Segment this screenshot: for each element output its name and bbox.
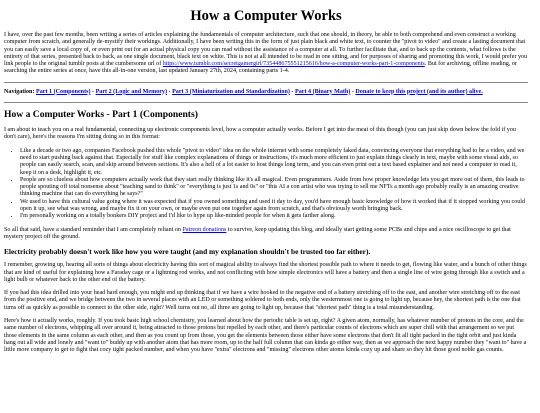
- patreon-paragraph: [4, 227, 528, 242]
- tumblr-link[interactable]: https://www.tumblr.com/secretgamergirl/735448675551215616/how-a-computer-works-part-1-components: [162, 61, 425, 68]
- body-paragraph: If you had this idea drilled into your head hard enough, you might end up thinking that if we have a wire hooked to the negative end of a battery stretching off to the east, and another wire stretching off to the east from the positive end, and we bridge between the two in several places with an LED or something soldered to both ends, only the westernmost one is going to light up, because hey, the shortest path is the one that turns off as quickly as possible to connect to the other side, right? Well turns out no, all three are going to light up, because that "shortest path" thing is a total misunderstanding.: [4, 290, 521, 311]
- intro-text: I have, over the past few months, been writing a series of articles explaining the fundamentals of computer architecture, such that one should, in theory, be able to both comprehend and even construct a working computer from scratch, and generally de-mystify their workings. Additionally, I have been writing this in the form of just plain black and white text, to counter the "pivot to video" and create a lasting document that you can easily save a local copy of, or even print out for an actual physical copy you can read without the assistance of a computer at all. To further facilitate that, and to back up the contents, what follows is the entirety of that series, presented back to back, as one single document, black text on white. This is not at all intended to be read in one sitting, and for purposes of sharing and promoting this work, I would prefer you link people to the original tumblr posts at the cumbersome url of: [4, 32, 528, 68]
- nav-separator: -: [350, 88, 356, 95]
- list-item: • I'm personally working on a totally bonkers DIY project and I'd like to hype up like-minded people for when it gets farther along.: [20, 213, 528, 220]
- nav-label: Navigation:: [4, 88, 35, 95]
- divider: [4, 82, 528, 83]
- nav-link-part-1[interactable]: Part 1 (Components): [36, 88, 91, 95]
- document-page: [0, 8, 532, 355]
- body-paragraph: I remember, growing up, hearing all sorts of things about electricity having this sort of magical ability to always find the shortest possible path to where it needs to get, flowing like water, and a bunch of other things that are kind of useful for explaining how a Faraday cage or a lightning rod works, and not conflicting with how simple electronics will have a battery and then a single line of wire going through like a switch and a light bulb or whatever back to the other end of the battery.: [4, 262, 527, 283]
- part1-intro-paragraph: I am about to teach you on a real fundamental, connecting up electronic components level, how a computer actually works. Before I get into the meat of this though (you can just skip down below the fold if you don't care), here's the reasons I'm sitting doing so in this format:: [4, 127, 516, 141]
- nav-separator: -: [167, 88, 173, 95]
- nav-link-donate[interactable]: Donate to keep this project (and its author) alive.: [355, 88, 483, 95]
- list-item: • We used to have this cultural value going where it was expected that if you owned something and used it day to day, you'd have enough basic knowledge of how it worked that if it stopped working you could open it up, see what was wrong, and maybe fix it on your own, or maybe even put one together again from scratch, and that's obviously worth bringing back.: [20, 199, 528, 214]
- nav-link-part-4[interactable]: Part 4 (Binary Math): [294, 88, 351, 95]
- intro-paragraph: [4, 32, 528, 76]
- patreon-link[interactable]: Patreon donations: [182, 226, 227, 233]
- page-title: How a Computer Works: [190, 8, 342, 24]
- intro-tail: . But for archiving, offline reading, or searching the entire series at once, have this all-in-one version, last updated January 27th, 2024, containing parts 1-4.: [4, 61, 517, 75]
- list-item: • People are so clueless about how computers actually work that they start really thinking like it's all magical. Even programmers. Aside from how proper knowledge lets you get more out of them, this leads to people spouting off total nonsense about "teaching sand to think" or "everything is just 1s and 0s" or "this AI a con artist who was trying to sell me NFTs a month ago probably really is an amazing creative thinking machine that can do everything he says?": [20, 177, 528, 199]
- nav-link-part-2[interactable]: Part 2 (Logic and Memory): [95, 88, 167, 95]
- patreon-text-pre: So all that said, have a standard reminder that I am completely reliant on: [4, 226, 183, 233]
- nav-link-part-3[interactable]: Part 3 (Miniaturization and Standardization): [172, 88, 290, 95]
- divider: [4, 102, 528, 103]
- list-item: • Like a decade or two ago, companies Facebook pushed this whole "pivot to video" idea on the whole internet with some completely faked data, convincing everyone that everything had to be a video, and we need to start pushing back against that. Especially for stuff like complex explanations of things or instructions, it's much more efficient to just explain things clearly in text, maybe with some visual aids, so people can easily search, scan, and skip around between sections. It's also a hell of a lot easier to host things long term, and you can even print out a text based explainer and not need a computer to read it, keep it on a desk, highlight it, etc.: [20, 148, 528, 177]
- electricity-subheading: Electricity probably doesn't work like how you were taught (and my explanation shouldn't be trusted too far either).: [4, 247, 371, 257]
- patreon-text-post: to survive, keep updating this blog, and ideally start getting some PCBs and chips and a nice oscilloscope to get that mystery project off the ground.: [4, 226, 511, 240]
- part1-heading: How a Computer Works - Part 1 (Components): [4, 109, 198, 121]
- nav-separator: -: [289, 88, 295, 95]
- nav-separator: -: [90, 88, 96, 95]
- navigation-bar: [4, 89, 528, 96]
- body-paragraph: Here's how it actually works, roughly. If you took basic high school chemistry, you learned about how the periodic table is set up, right? A given atom, normally, has whatever number of protons in the core, and the same number of electrons, whipping all over around it, being attracted to those protons but repelled by each other, and there's particular counts of electrons which are super chill with that arrangement so we put those elements in the same column as each other, and then as you count up from those, you get the elements between those either have some electrons that don't fit all tight packed in the tight orbit and just kinda hang out all wide and lonely and "want to" buddy up with another atom that has more room, up to the half full column that can kinda go either way, then as we approach the next happy number they "want to" have a little more company to get to fight that cozy tight packed number, and when you have "extra" electrons and "missing" electrons other atoms kinda cozy up and share so they hit those good noble gas counts.: [4, 318, 527, 354]
- reasons-list: [4, 148, 528, 221]
